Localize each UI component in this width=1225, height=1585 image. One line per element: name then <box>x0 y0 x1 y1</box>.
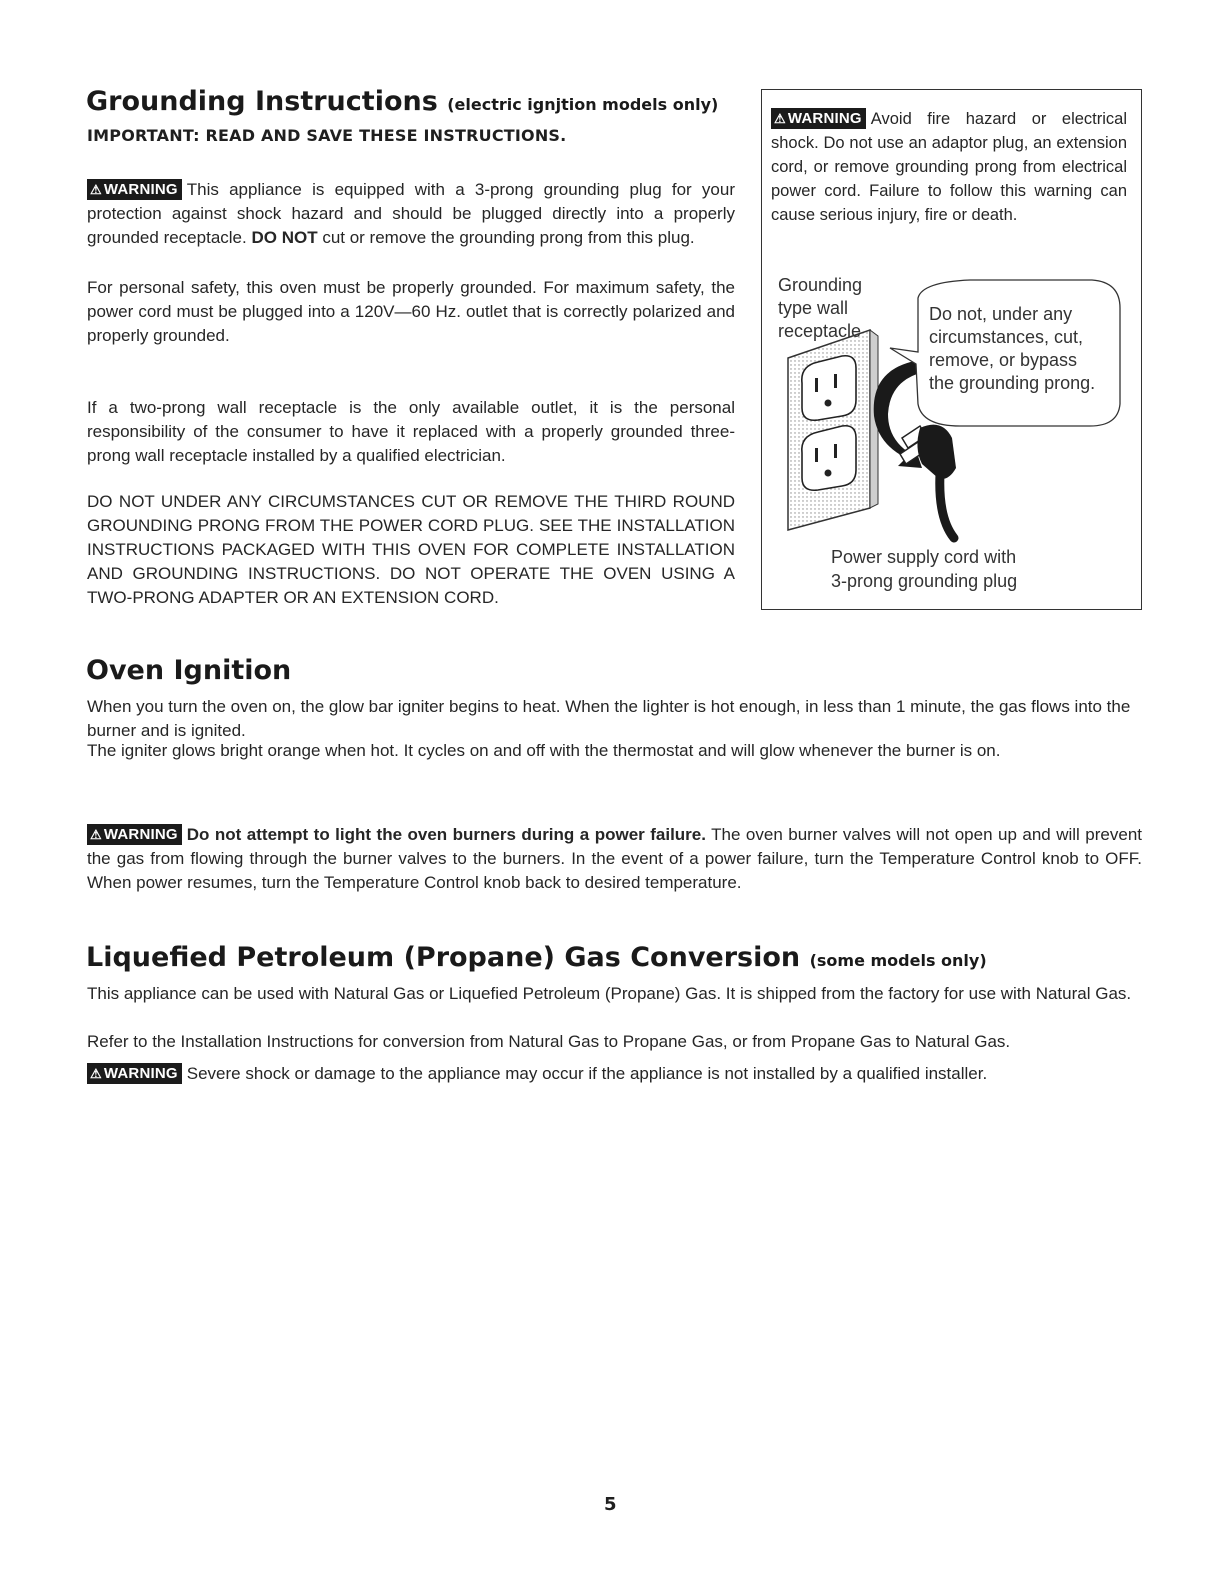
page-number: 5 <box>604 1494 617 1515</box>
caps-warning-paragraph: DO NOT UNDER ANY CIRCUMSTANCES CUT OR REMOVE THE THIRD ROUND GROUNDING PRONG FROM THE POWER CORD PLUG. SEE THE INSTALLATION INSTRUCTIONS PACKAGED WITH THIS OVEN FOR COMPLETE INSTALLATION AND GROUNDING INSTRUCTIONS. DO NOT OPERATE THE OVEN USING A TWO-PRONG ADAPTER OR AN EXTENSION CORD. <box>87 492 735 607</box>
propane-title-note: (some models only) <box>809 951 987 970</box>
ignition-warning-paragraph: ⚠ WARNING Do not attempt to light the oven burners during a power failure. The oven burner valves will not open up and will prevent the gas from flowing through the burner valves to the burners. In the event of a power failure, turn the Temperature Control knob to OFF. When power resumes, turn the Temperature Control knob back to desired temperature. <box>87 825 1143 892</box>
warning-badge: ⚠ WARNING <box>87 179 182 200</box>
warning-badge: ⚠ WARNING <box>771 108 866 129</box>
plug-caption: Power supply cord with 3-prong grounding plug <box>831 547 1018 591</box>
warning-triangle-icon: ⚠ <box>90 182 102 197</box>
grounding-title: Grounding Instructions <box>86 86 438 117</box>
warning-badge: ⚠ WARNING <box>87 824 182 845</box>
grounding-title-note: (electric ignjtion models only) <box>447 95 719 114</box>
propane-paragraph-2: Refer to the Installation Instructions for conversion from Natural Gas to Propane Gas, or from Propane Gas to Natural Gas. <box>87 1032 1011 1051</box>
warning-triangle-icon: ⚠ <box>774 111 786 126</box>
warning-triangle-icon: ⚠ <box>90 827 102 842</box>
grounding-plug <box>900 425 956 538</box>
grounding-warning-paragraph: ⚠ WARNING This appliance is equipped with a 3-prong grounding plug for your protection against shock hazard and should be plugged directly into a properly grounded receptacle. DO NOT cut or remove the grounding prong from this plug. <box>87 180 735 247</box>
ignition-paragraph-2: The igniter glows bright orange when hot. It cycles on and off with the thermostat and will glow whenever the burner is on. <box>87 741 1001 760</box>
two-prong-paragraph: If a two-prong wall receptacle is the only available outlet, it is the personal responsibility of the consumer to have it replaced with a properly grounded three-prong wall receptacle installed by a qualified electrician. <box>87 398 735 465</box>
sidebar-warning-paragraph: ⚠ WARNING Avoid fire hazard or electrical shock. Do not use an adaptor plug, an extension cord, or remove grounding prong from electrical power cord. Failure to follow this warning can cause serious injury, fire or death. <box>771 110 1127 224</box>
receptacle-label: Grounding type wall receptacle <box>778 275 863 341</box>
propane-heading <box>86 942 987 973</box>
ignition-paragraph-1: When you turn the oven on, the glow bar igniter begins to heat. When the lighter is hot enough, in less than 1 minute, the gas flows into the burner and is ignited. <box>87 697 1131 740</box>
do-not-bold: DO NOT <box>251 228 318 247</box>
wall-receptacle <box>788 330 878 530</box>
ignition-heading: Oven Ignition <box>86 655 292 686</box>
propane-title: Liquefied Petroleum (Propane) Gas Conversion <box>86 942 801 973</box>
callout-text: Do not, under any circumstances, cut, remove, or bypass the grounding prong. <box>929 304 1096 393</box>
warning-badge: ⚠ WARNING <box>87 1063 182 1084</box>
propane-paragraph-1: This appliance can be used with Natural Gas or Liquefied Petroleum (Propane) Gas. It is shipped from the factory for use with Natural Gas. <box>87 984 1132 1003</box>
propane-warning-paragraph: ⚠ WARNING Severe shock or damage to the appliance may occur if the appliance is not installed by a qualified installer. <box>87 1062 1145 1086</box>
safety-paragraph: For personal safety, this oven must be properly grounded. For maximum safety, the power cord must be plugged into a 120V—60 Hz. outlet that is correctly polarized and properly grounded. <box>87 278 735 345</box>
grounding-heading <box>86 86 718 117</box>
important-note: IMPORTANT: READ AND SAVE THESE INSTRUCTIONS. <box>87 126 567 145</box>
warning-triangle-icon: ⚠ <box>90 1066 102 1081</box>
